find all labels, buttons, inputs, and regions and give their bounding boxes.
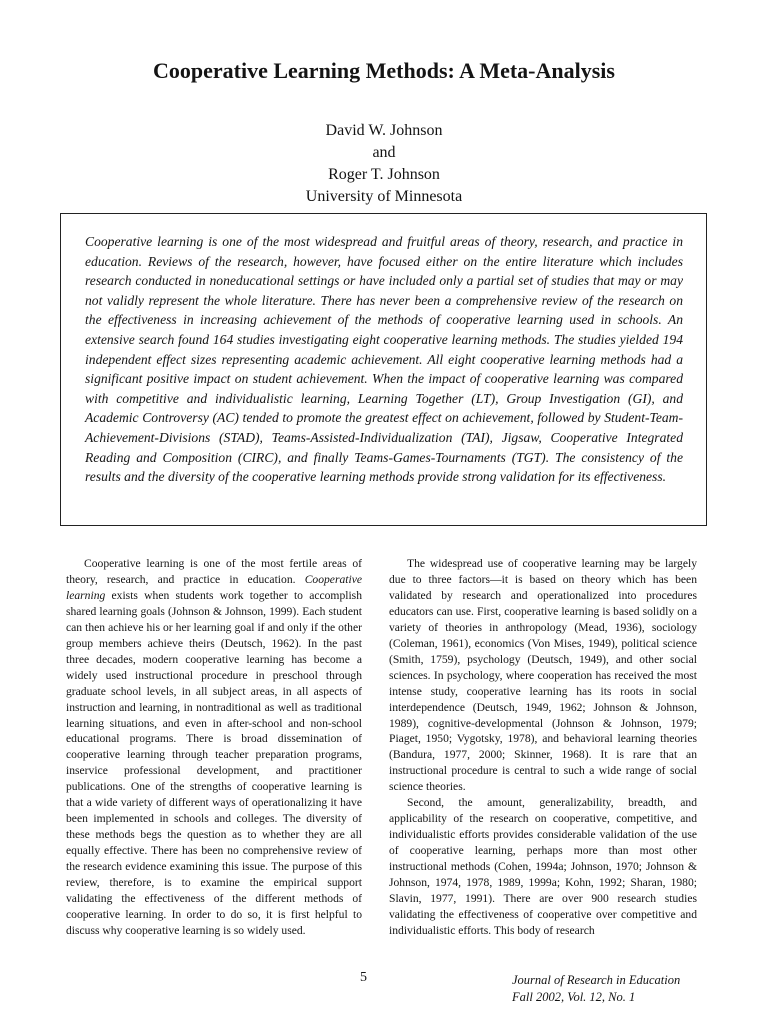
article-title: Cooperative Learning Methods: A Meta-Analysis — [153, 58, 615, 83]
page-number: 5 — [360, 970, 367, 985]
body-text-italic: Cooperative learning — [66, 572, 362, 602]
journal-issue: Fall 2002, Vol. 12, No. 1 — [512, 990, 636, 1004]
body-column-right — [389, 556, 697, 939]
author-block — [0, 120, 768, 208]
abstract-box — [60, 213, 707, 526]
author-conjunction: and — [372, 144, 396, 161]
body-paragraph — [66, 556, 362, 939]
abstract-text: Cooperative learning is one of the most widespread and fruitful areas of theory, research, and practice in education. Reviews of the research, however, have focused either on the entire literature which includes research conducted in noneducational settings or have included only a partial set of studies that may or may not validly represent the whole literature. There has never been a comprehensive review of the research on the effectiveness in increasing achievement of the methods of cooperative learning used in schools. An extensive search found 164 studies investigating eight cooperative learning methods. The studies yielded 194 independent effect sizes representing academic achievement. All eight cooperative learning methods had a significant positive impact on student achievement. When the impact of cooperative learning was compared with competitive and individualistic learning, Learning Together (LT), Group Investigation (GI), and Academic Controversy (AC) tended to promote the greatest effect on achievement, followed by Student-Team-Achievement-Divisions (STAD), Teams-Assisted-Individualization (TAI), Jigsaw, Cooperative Integrated Reading and Composition (CIRC), and finally Teams-Games-Tournaments (TGT). The consistency of the results and the diversity of the cooperative learning methods provide strong validation for its effectiveness. — [85, 234, 683, 485]
body-column-left — [66, 556, 362, 939]
author-name-1: David W. Johnson — [325, 122, 443, 139]
author-name-2: Roger T. Johnson — [328, 166, 440, 183]
journal-citation — [512, 972, 732, 1006]
journal-name: Journal of Research in Education — [512, 973, 681, 987]
body-text: exists when students work together to accomplish shared learning goals (Johnson & Johnson, 1999). Each student can then achieve his or her learning goal if and only if the other group members achieve theirs (Deutsch, 1962). In the past three decades, modern cooperative learning has become a widely used instructional procedure in preschool through graduate school levels, in all subject areas, in all aspects of instruction and learning, in nontraditional as well as traditional learning situations, and even in after-school and non-school educational programs. There is broad dissemination of cooperative learning through teacher preparation programs, inservice professional development, and practitioner publications. One of the strengths of cooperative learning is that a wide variety of different ways of operationalizing it have been implemented in schools and colleges. The diversity of these methods begs the question as to whether they are all equally effective. There has been no comprehensive review of the research evidence examining this issue. The purpose of this review, therefore, is to examine the empirical support validating the effectiveness of the different methods of cooperative learning. In order to do so, it is first helpful to discuss why cooperative learning is so widely used. — [66, 588, 362, 937]
body-paragraph: Second, the amount, generalizability, breadth, and applicability of the research on cooperative, competitive, and individualistic efforts provides considerable validation of the use of cooperative learning, perhaps more than most other instructional methods (Cohen, 1994a; Johnson, 1970; Johnson & Johnson, 1974, 1978, 1989, 1999a; Kohn, 1992; Sharan, 1980; Slavin, 1977, 1991). There are over 900 research studies validating the effectiveness of cooperative over competitive and individualistic efforts. This body of research — [389, 796, 697, 937]
body-text: Cooperative learning is one of the most fertile areas of theory, research, and practice in education. — [66, 557, 362, 586]
author-affiliation: University of Minnesota — [305, 188, 463, 205]
body-paragraph: The widespread use of cooperative learning may be largely due to three factors—it is based on theory which has been validated by research and operationalized into procedures educators can use. First, cooperative learning is based solidly on a variety of theories in anthropology (Mead, 1936), sociology (Coleman, 1961), economics (Von Mises, 1949), political science (Smith, 1759), psychology (Deutsch, 1949), and other social sciences. In psychology, where cooperation has received the most intense study, cooperative learning has its roots in social interdependence (Deutsch, 1949, 1962; Johnson & Johnson, 1989), cognitive-developmental (Johnson & Johnson, 1979; Piaget, 1950; Vygotsky, 1978), and behavioral learning theories (Bandura, 1977, 2000; Skinner, 1968). It is rare that an instructional procedure is central to such a wide range of social science theories. — [389, 557, 697, 794]
